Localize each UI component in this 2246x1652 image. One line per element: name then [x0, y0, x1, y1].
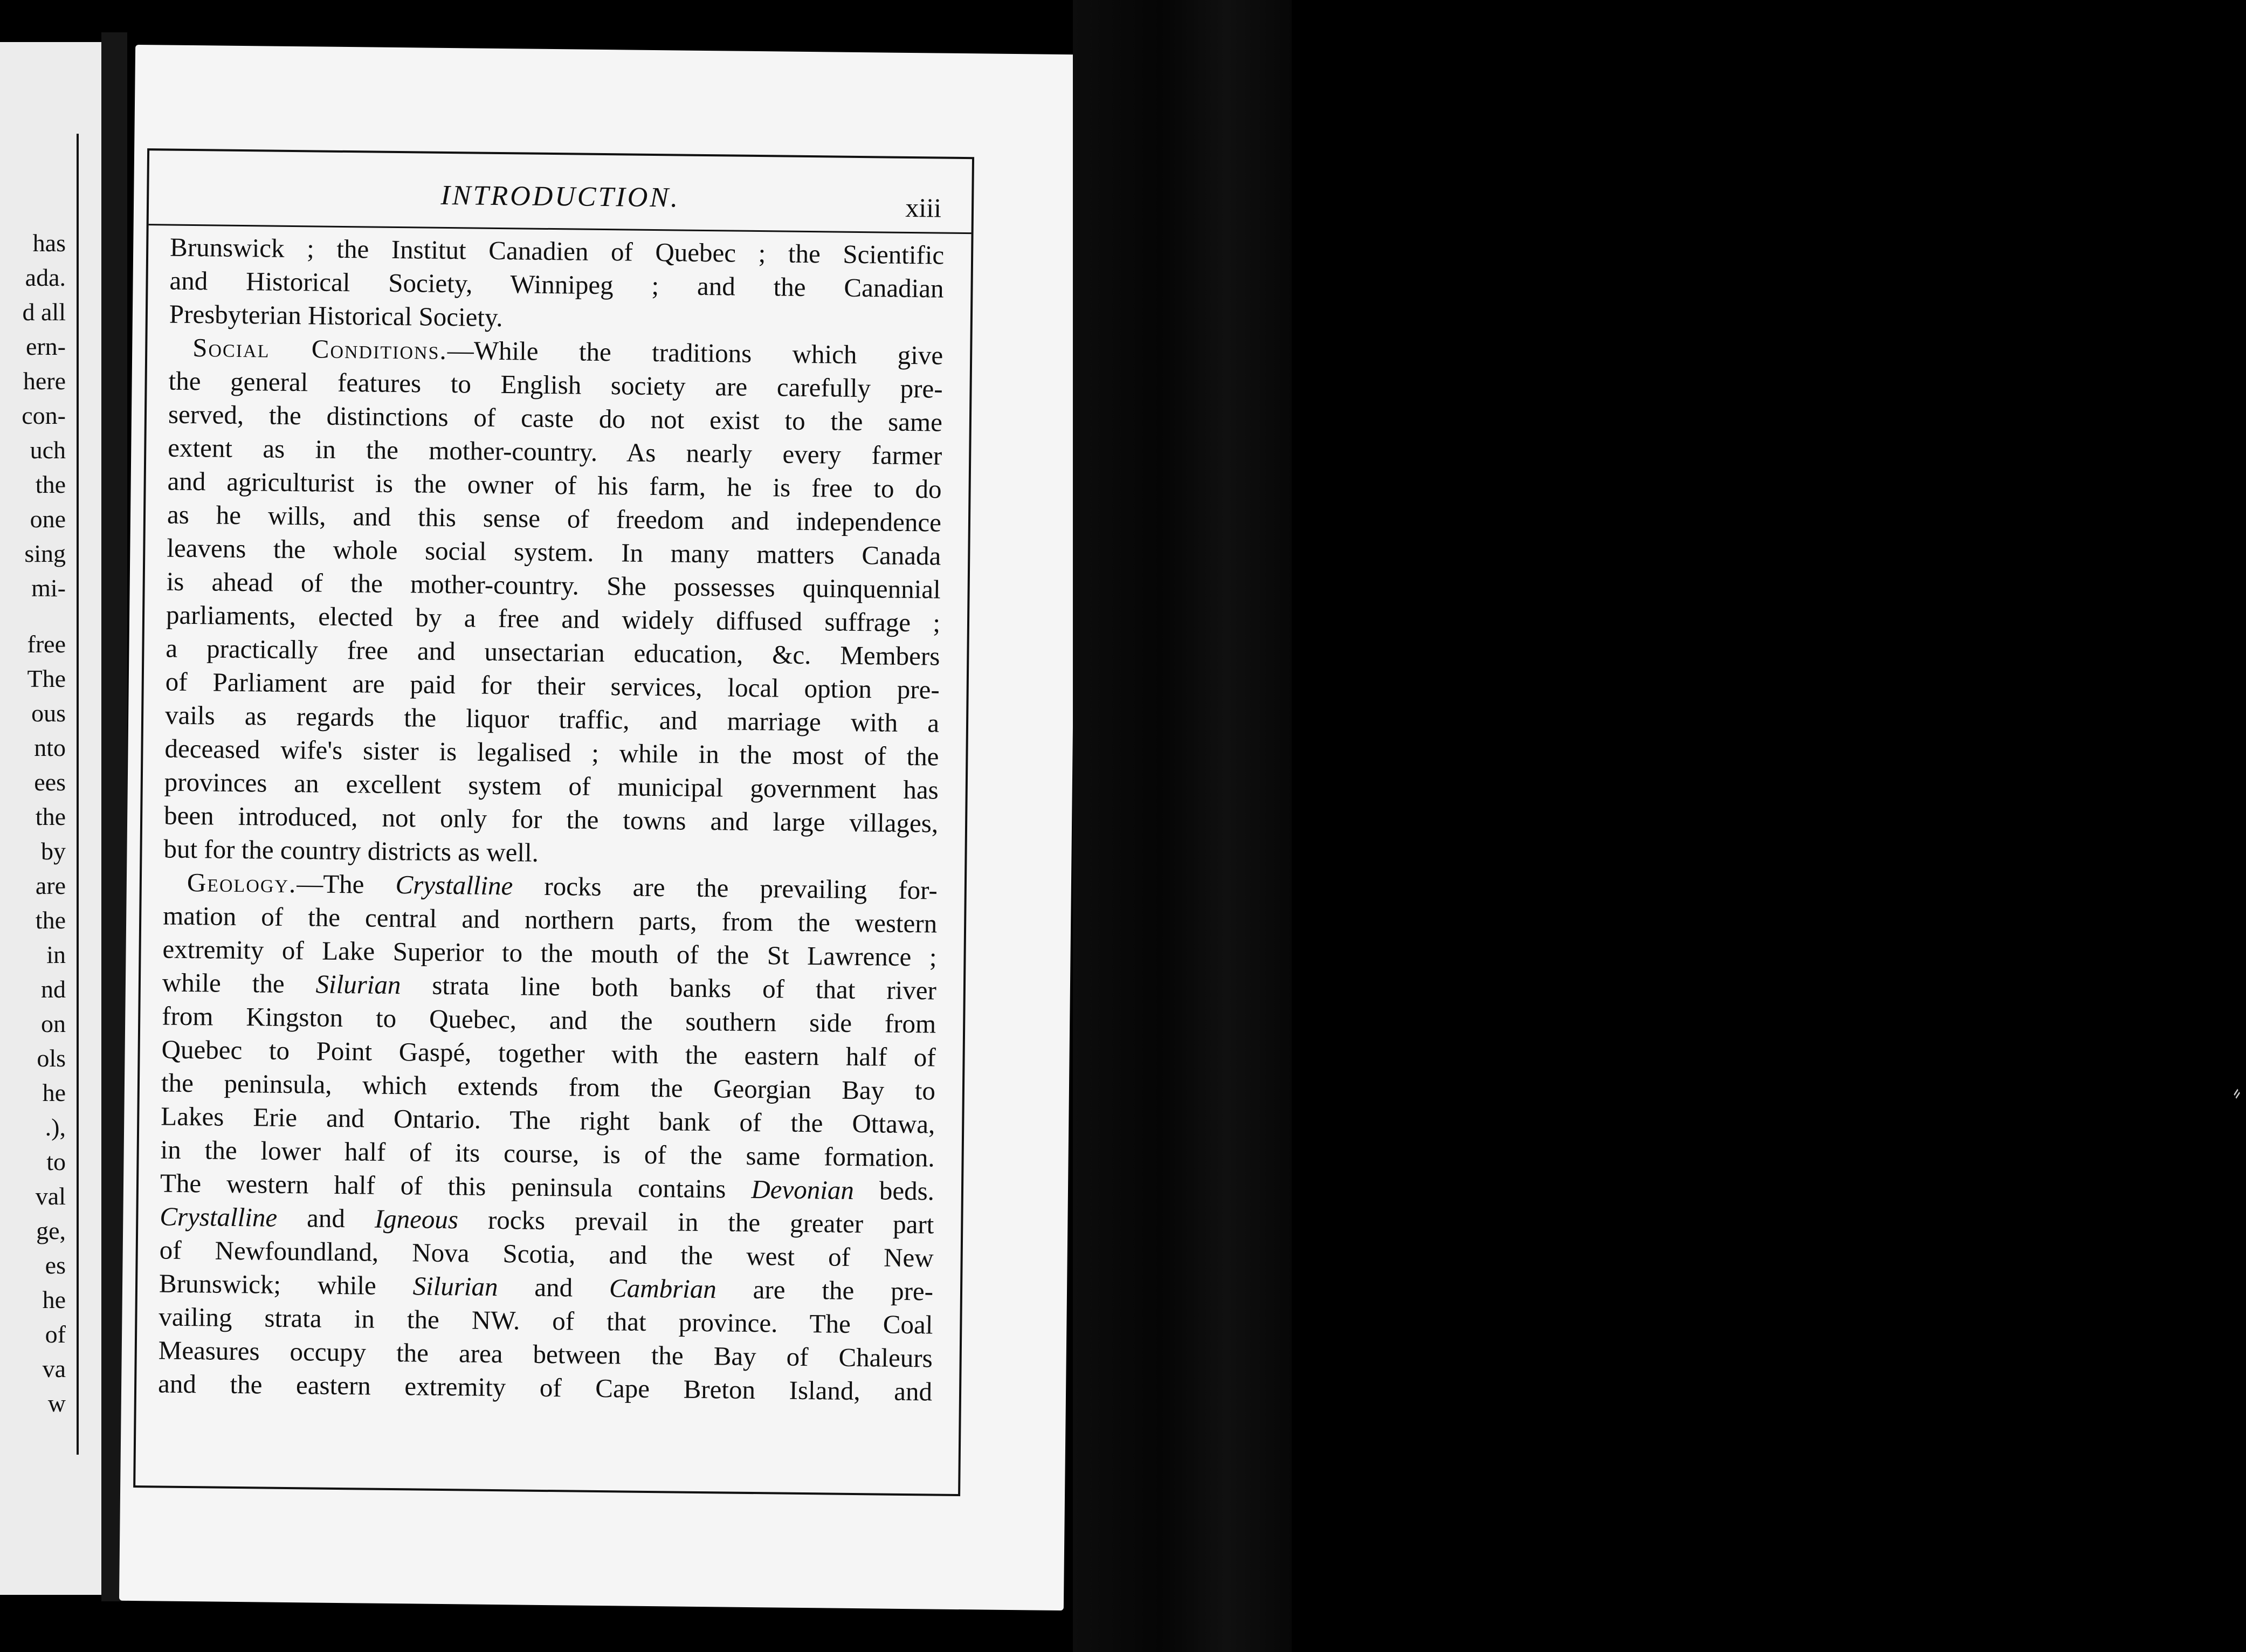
italic-term: Crystalline: [395, 870, 513, 901]
left-page-fragment: has: [32, 229, 66, 257]
left-page-fragment: sing: [24, 540, 66, 567]
left-page-fragment: .),: [45, 1113, 66, 1141]
left-page-fragment: The: [27, 665, 66, 692]
text-line: a practically free and unsectarian education, &c. Members: [166, 633, 940, 671]
left-page-fragment: the: [35, 906, 66, 934]
left-page-fragment: d all: [22, 298, 66, 326]
left-page-fragment: mi-: [31, 574, 66, 602]
left-page-fragment: nd: [41, 975, 66, 1003]
left-page-fragment: es: [45, 1251, 66, 1279]
left-page-fragment: val: [35, 1182, 66, 1210]
left-page-fragment: uch: [30, 436, 66, 464]
text-line: leavens the whole social system. In many matters Canada: [167, 533, 941, 571]
text-line: the general features to English society are carefully pre-: [168, 366, 943, 404]
text-run: Brunswick; while: [159, 1268, 413, 1301]
text-line: and Historical Society, Winnipeg ; and the Canadian: [169, 265, 944, 304]
left-page-fragment: of: [45, 1320, 66, 1348]
left-page-fragment: he: [42, 1286, 66, 1313]
page-header: [149, 150, 972, 235]
text-line: mation of the central and northern parts, from the western: [162, 900, 938, 939]
text-line: been introduced, not only for the towns and large villages,: [163, 800, 939, 838]
text-line: vailing strata in the NW. of that province. The Coal: [159, 1302, 933, 1340]
right-page: [119, 45, 1080, 1610]
text-run: —While the traditions which give: [447, 335, 943, 370]
left-page-fragment: w: [47, 1389, 66, 1417]
left-page-fragment: con-: [22, 402, 66, 429]
text-line: and the eastern extremity of Cape Breton Island, and: [157, 1368, 933, 1407]
text-line: vails as regards the liquor traffic, and marriage with a: [164, 700, 940, 738]
text-run: beds.: [853, 1175, 935, 1206]
italic-term: Igneous: [374, 1203, 459, 1235]
text-line: but for the country districts as well.: [163, 834, 539, 868]
text-run: and: [277, 1202, 375, 1234]
text-line: served, the distinctions of caste do not exist to the same: [168, 399, 943, 437]
page-number: xiii: [905, 192, 942, 223]
text-run: rocks are the prevailing for-: [513, 871, 938, 905]
left-page-fragment: one: [30, 505, 66, 533]
left-page-fragment: ols: [37, 1044, 66, 1072]
running-head: INTRODUCTION.: [440, 180, 680, 214]
text-line: extremity of Lake Superior to the mouth of the St Lawrence ;: [162, 934, 937, 972]
left-page-fragment: to: [46, 1148, 66, 1175]
italic-term: Cambrian: [609, 1273, 717, 1304]
text-line: deceased wife's sister is legalised ; while in the most of the: [164, 733, 939, 772]
text-line: Presbyterian Historical Society.: [169, 299, 503, 333]
text-line: of Newfoundland, Nova Scotia, and the west of New: [159, 1235, 934, 1273]
left-page-fragment: here: [23, 367, 66, 395]
text-run: rocks prevail in the greater part: [458, 1204, 934, 1240]
left-page-fragment: nto: [34, 734, 66, 761]
text-line: Measures occupy the area between the Bay of Chaleurs: [158, 1335, 933, 1373]
left-page-fragment: by: [41, 837, 66, 865]
left-page-fragment: ous: [31, 699, 66, 727]
left-page-fragment: ern-: [25, 333, 66, 360]
text-run: while the: [162, 967, 316, 999]
left-page-fragment: ada.: [25, 264, 66, 291]
section-heading-social-conditions: Social Conditions.: [192, 333, 448, 365]
italic-term: Silurian: [412, 1271, 498, 1302]
left-page-fragment: the: [35, 803, 66, 830]
left-page-fragment: on: [41, 1010, 66, 1037]
text-run: —The: [296, 869, 396, 900]
text-line: from Kingston to Quebec, and the southern side from: [162, 1001, 936, 1039]
section-heading-geology: Geology.: [187, 867, 297, 899]
text-line: Quebec to Point Gaspé, together with the eastern half of: [161, 1034, 936, 1072]
text-run: and: [498, 1272, 610, 1303]
text-line: the peninsula, which extends from the Georgian Bay to: [161, 1068, 936, 1106]
text-line: extent as in the mother-country. As nearly every farmer: [168, 432, 942, 471]
text-line: of Parliament are paid for their services, local option pre-: [165, 666, 940, 705]
scan-artifact: ⸗: [2226, 1078, 2246, 1106]
left-page-fragment: he: [42, 1079, 66, 1106]
binding-shadow: [1073, 0, 2246, 1652]
left-page-fragment: ees: [34, 768, 66, 796]
left-page-fragment: va: [42, 1355, 66, 1382]
left-page-fragment: are: [35, 872, 66, 899]
text-run: strata line both banks of that river: [401, 970, 937, 1006]
left-page-border-rule: [77, 134, 79, 1455]
page-frame: [133, 148, 974, 1496]
left-page-fragment: free: [27, 630, 66, 658]
left-page-fragment: the: [35, 471, 66, 498]
left-page-fragment: in: [46, 941, 66, 968]
text-line: is ahead of the mother-country. She possesses quinquennial: [166, 566, 941, 604]
text-line: Lakes Erie and Ontario. The right bank of the Ottawa,: [161, 1101, 935, 1139]
text-line: parliaments, elected by a free and widely diffused suffrage ;: [166, 600, 941, 638]
text-run: The western half of this peninsula contains: [160, 1168, 752, 1204]
italic-term: Crystalline: [160, 1201, 278, 1233]
text-line: Brunswick ; the Institut Canadien of Quebec ; the Scientific: [169, 232, 945, 270]
italic-term: Devonian: [751, 1174, 855, 1205]
text-line: provinces an excellent system of municipal government has: [164, 767, 939, 805]
text-run: are the pre-: [716, 1274, 934, 1306]
text-line: as he wills, and this sense of freedom and independence: [167, 499, 942, 538]
left-page-fragment: ge,: [36, 1217, 66, 1244]
left-page-edge: [0, 42, 101, 1595]
text-line: and agriculturist is the owner of his farm, he is free to do: [167, 466, 942, 504]
italic-term: Silurian: [315, 969, 401, 1000]
text-line: in the lower half of its course, is of the same formation.: [160, 1134, 935, 1173]
body-text: [158, 231, 945, 1409]
